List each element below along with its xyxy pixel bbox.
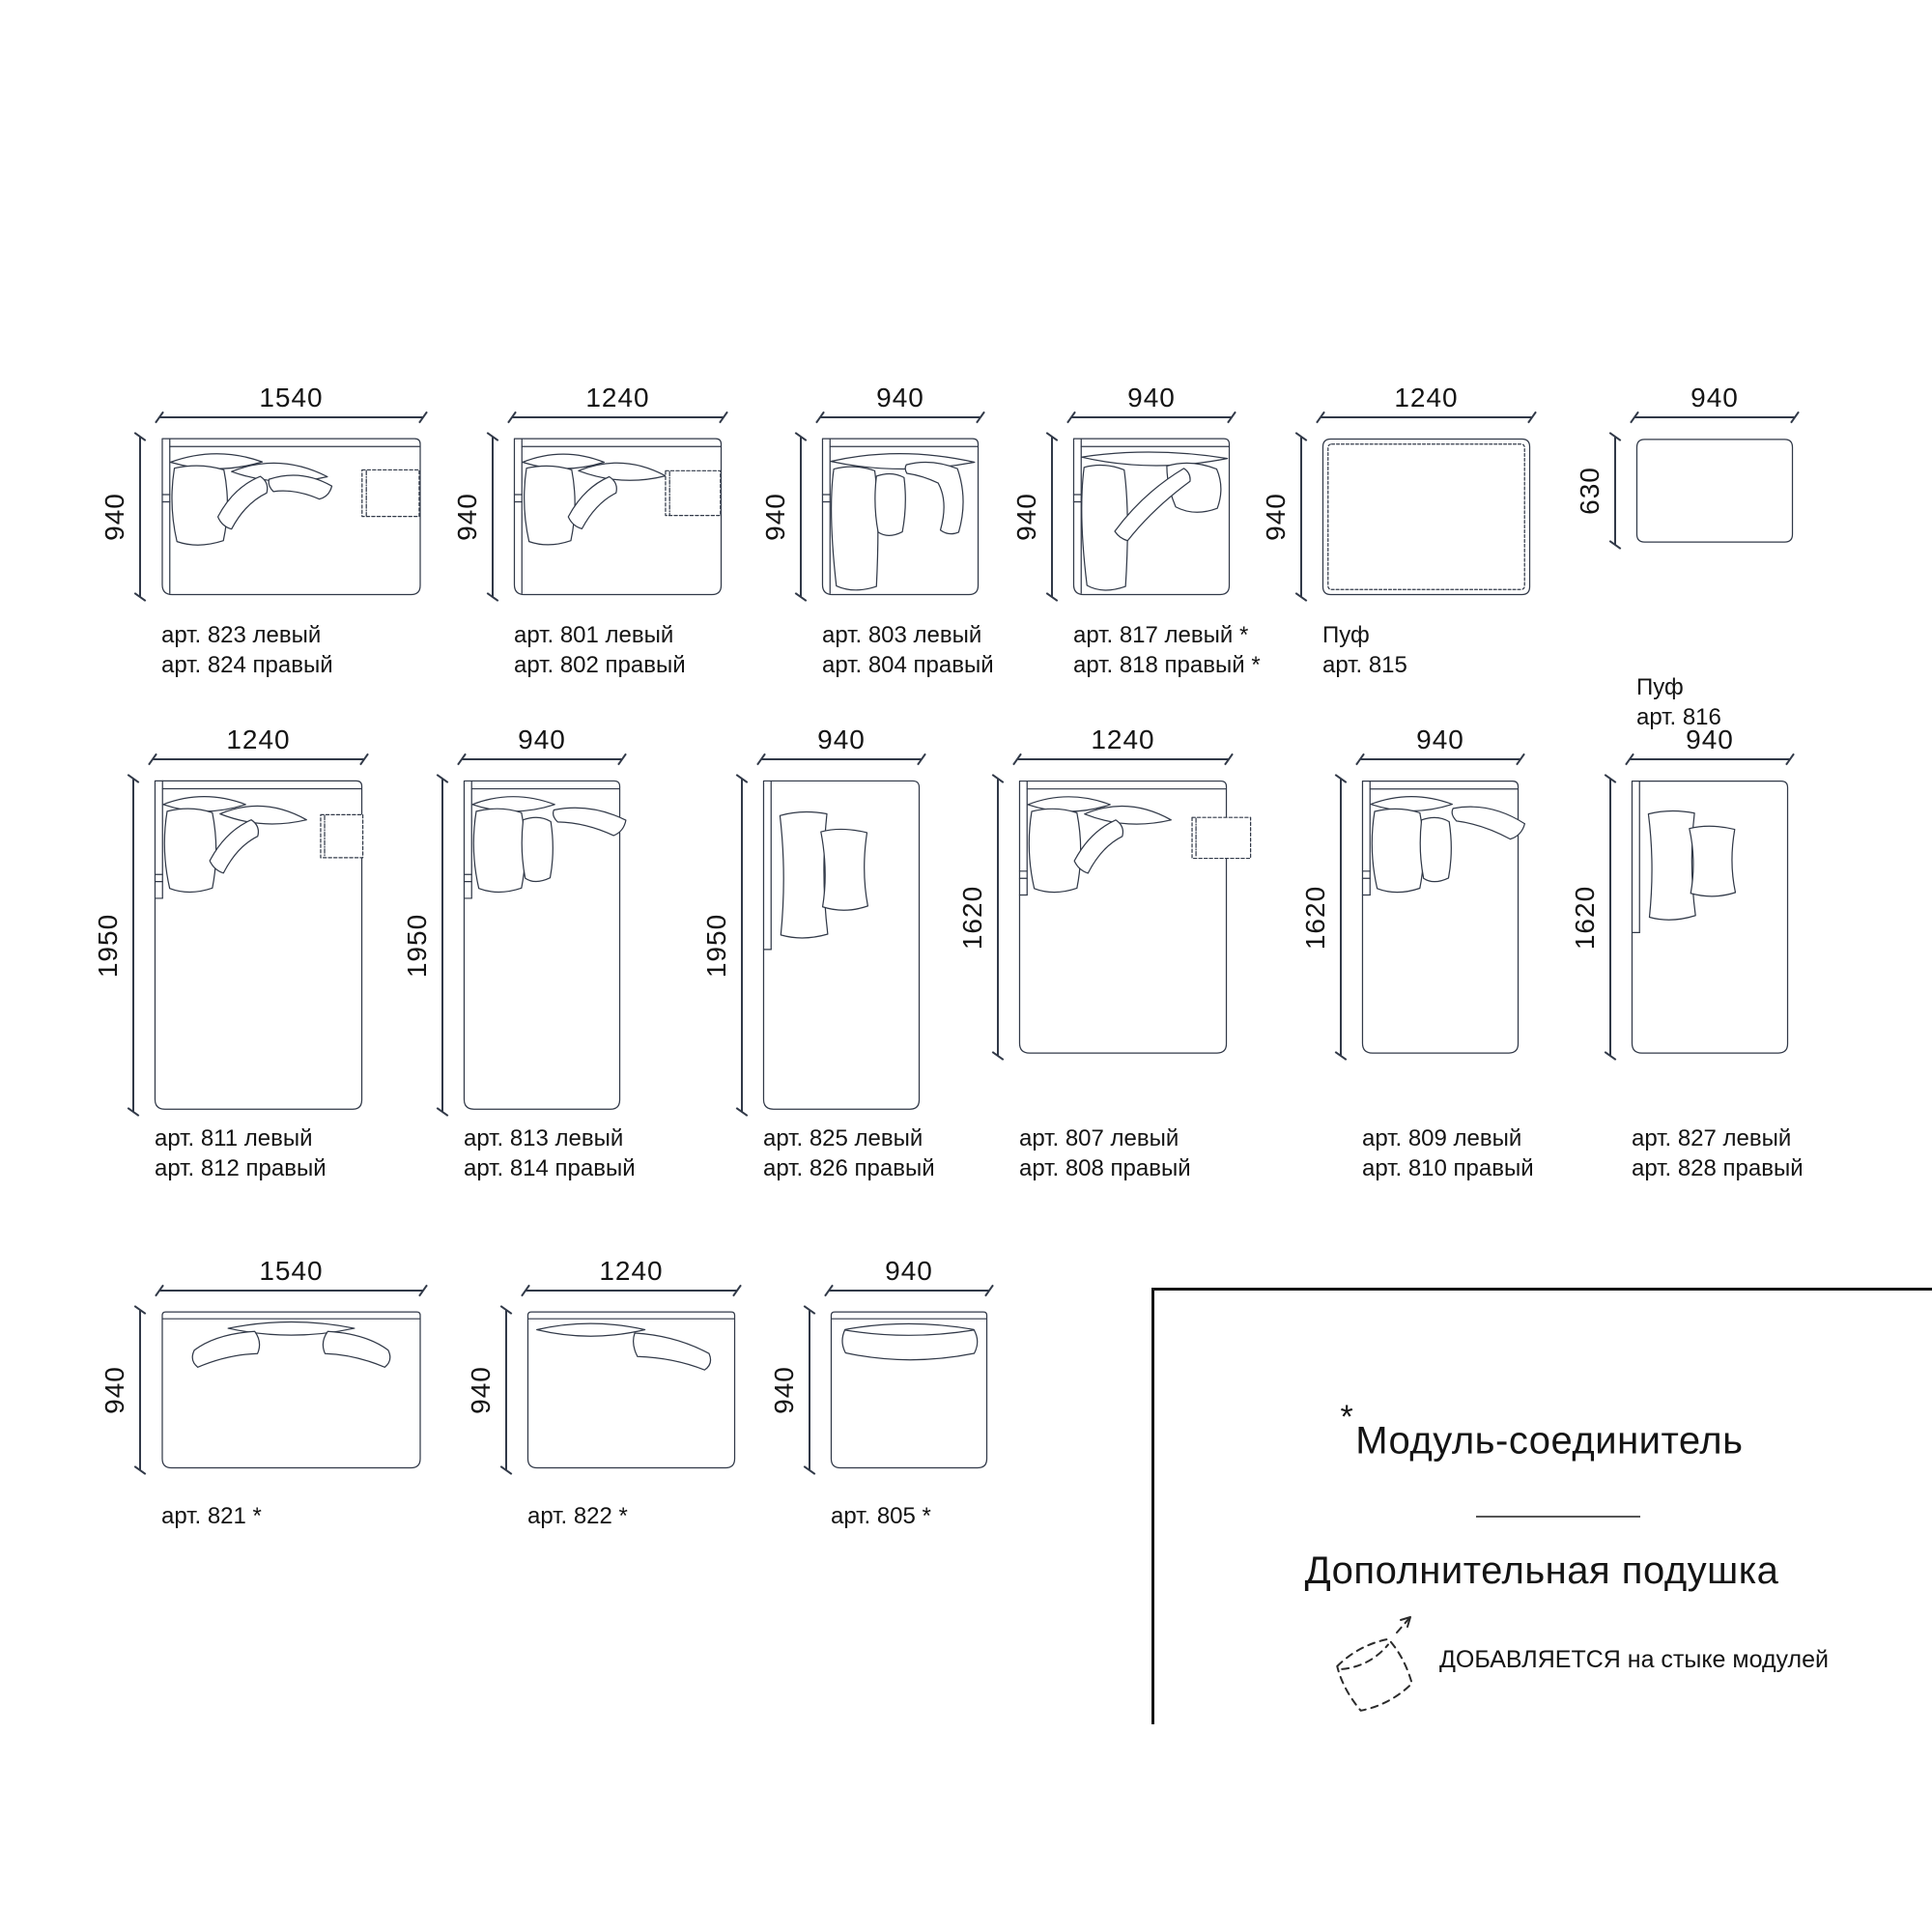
height-dimension-line <box>505 1310 507 1470</box>
height-dimension: 1620 <box>957 885 987 950</box>
module-art-813-814 <box>402 724 636 1181</box>
module-label: арт. 823 левый арт. 824 правый <box>161 622 333 678</box>
width-dimension-line <box>526 1290 737 1292</box>
module-art-803-804 <box>760 383 994 678</box>
width-dimension: 1240 <box>585 383 650 412</box>
module-label: арт. 821 * <box>161 1503 262 1529</box>
height-dimension-line <box>800 437 802 597</box>
height-dimension: 630 <box>1575 467 1605 515</box>
width-dimension-line <box>159 1290 423 1292</box>
width-dimension-line <box>829 1290 989 1292</box>
sofa-top-view-drawing <box>462 779 622 1112</box>
module-art-823-824 <box>99 383 423 678</box>
width-dimension: 940 <box>876 383 924 412</box>
legend-title <box>1151 1399 1932 1463</box>
width-dimension-line <box>761 758 922 760</box>
module-label: Пуф арт. 815 <box>1322 622 1407 678</box>
height-dimension: 1950 <box>402 913 432 978</box>
module-label: арт. 822 * <box>527 1503 628 1529</box>
module-pouf-815 <box>1261 383 1532 678</box>
height-dimension-line <box>1340 779 1342 1056</box>
module-label: арт. 825 левый арт. 826 правый <box>763 1125 935 1181</box>
sofa-top-view-drawing <box>526 1310 737 1470</box>
module-art-817-818 <box>1011 383 1261 678</box>
width-dimension-line <box>1321 416 1532 418</box>
module-label: арт. 805 * <box>831 1503 931 1529</box>
legend-note: ДОБАВЛЯЕТСЯ на стыке модулей <box>1439 1646 1829 1673</box>
height-dimension: 1620 <box>1570 885 1600 950</box>
module-art-821 <box>99 1256 423 1529</box>
legend-subtitle: Дополнительная подушка <box>1304 1549 1779 1592</box>
sofa-top-view-drawing <box>153 779 364 1112</box>
height-dimension: 940 <box>769 1366 799 1414</box>
module-label: арт. 809 левый арт. 810 правый <box>1362 1125 1534 1181</box>
height-dimension-line <box>1300 437 1302 597</box>
pouf-top-view-drawing <box>1321 437 1532 597</box>
sofa-top-view-drawing <box>1017 779 1229 1056</box>
module-art-811-812 <box>93 724 364 1181</box>
width-dimension: 940 <box>817 724 866 754</box>
legend-divider <box>1476 1516 1640 1518</box>
width-dimension-line <box>1360 758 1520 760</box>
height-dimension: 940 <box>99 493 129 541</box>
sofa-top-view-drawing <box>159 1310 423 1470</box>
additional-pillow-sketch <box>1321 1605 1426 1727</box>
module-label: арт. 827 левый арт. 828 правый <box>1632 1125 1804 1181</box>
width-dimension-line <box>1630 758 1790 760</box>
width-dimension-line <box>1634 416 1795 418</box>
module-art-822 <box>466 1256 737 1529</box>
sofa-top-view-drawing <box>820 437 980 597</box>
width-dimension: 1240 <box>1394 383 1459 412</box>
module-label: арт. 811 левый арт. 812 правый <box>155 1125 327 1181</box>
height-dimension-line <box>441 779 443 1112</box>
width-dimension: 940 <box>1690 383 1739 412</box>
height-dimension-line <box>132 779 134 1112</box>
height-dimension-line <box>139 437 141 597</box>
width-dimension: 940 <box>1127 383 1176 412</box>
width-dimension-line <box>1017 758 1229 760</box>
module-label: арт. 807 левый арт. 808 правый <box>1019 1125 1191 1181</box>
width-dimension: 1240 <box>1091 724 1155 754</box>
module-art-809-810 <box>1300 724 1534 1181</box>
width-dimension-line <box>820 416 980 418</box>
module-art-825-826 <box>701 724 935 1181</box>
sofa-top-view-drawing <box>761 779 922 1112</box>
height-dimension: 940 <box>466 1366 496 1414</box>
height-dimension-line <box>1614 437 1616 545</box>
module-art-801-802 <box>452 383 724 678</box>
height-dimension: 1950 <box>93 913 123 978</box>
width-dimension: 1540 <box>259 1256 324 1286</box>
width-dimension: 1240 <box>226 724 291 754</box>
sofa-top-view-drawing <box>1360 779 1520 1056</box>
width-dimension-line <box>512 416 724 418</box>
height-dimension-line <box>997 779 999 1056</box>
width-dimension: 1240 <box>599 1256 664 1286</box>
height-dimension-line <box>809 1310 810 1470</box>
module-label: арт. 801 левый арт. 802 правый <box>514 622 686 678</box>
width-dimension: 940 <box>885 1256 933 1286</box>
width-dimension: 1540 <box>259 383 324 412</box>
pouf-top-view-drawing <box>1634 437 1795 545</box>
height-dimension-line <box>492 437 494 597</box>
module-art-805 <box>769 1256 989 1529</box>
sofa-top-view-drawing <box>829 1310 989 1470</box>
asterisk-mark: * <box>1340 1399 1354 1435</box>
module-label: арт. 817 левый * арт. 818 правый * <box>1073 622 1261 678</box>
height-dimension-line <box>741 779 743 1112</box>
height-dimension: 940 <box>1261 493 1291 541</box>
height-dimension: 940 <box>1011 493 1041 541</box>
module-pouf-816 <box>1575 383 1795 730</box>
width-dimension-line <box>159 416 423 418</box>
height-dimension: 1620 <box>1300 885 1330 950</box>
height-dimension-line <box>1609 779 1611 1056</box>
module-label: арт. 803 левый арт. 804 правый <box>822 622 994 678</box>
width-dimension: 940 <box>1686 724 1734 754</box>
width-dimension: 940 <box>518 724 566 754</box>
sofa-top-view-drawing <box>1071 437 1232 597</box>
module-art-807-808 <box>957 724 1229 1181</box>
height-dimension: 940 <box>452 493 482 541</box>
module-art-827-828 <box>1570 724 1804 1181</box>
height-dimension-line <box>1051 437 1053 597</box>
sofa-top-view-drawing <box>159 437 423 597</box>
module-label: Пуф арт. 816 <box>1636 674 1721 730</box>
sofa-top-view-drawing <box>1630 779 1790 1056</box>
width-dimension: 940 <box>1416 724 1464 754</box>
width-dimension-line <box>462 758 622 760</box>
height-dimension: 1950 <box>701 913 731 978</box>
module-label: арт. 813 левый арт. 814 правый <box>464 1125 636 1181</box>
width-dimension-line <box>1071 416 1232 418</box>
sofa-top-view-drawing <box>512 437 724 597</box>
height-dimension: 940 <box>760 493 790 541</box>
legend-title-text: Модуль-соединитель <box>1355 1419 1744 1463</box>
height-dimension: 940 <box>99 1366 129 1414</box>
height-dimension-line <box>139 1310 141 1470</box>
width-dimension-line <box>153 758 364 760</box>
